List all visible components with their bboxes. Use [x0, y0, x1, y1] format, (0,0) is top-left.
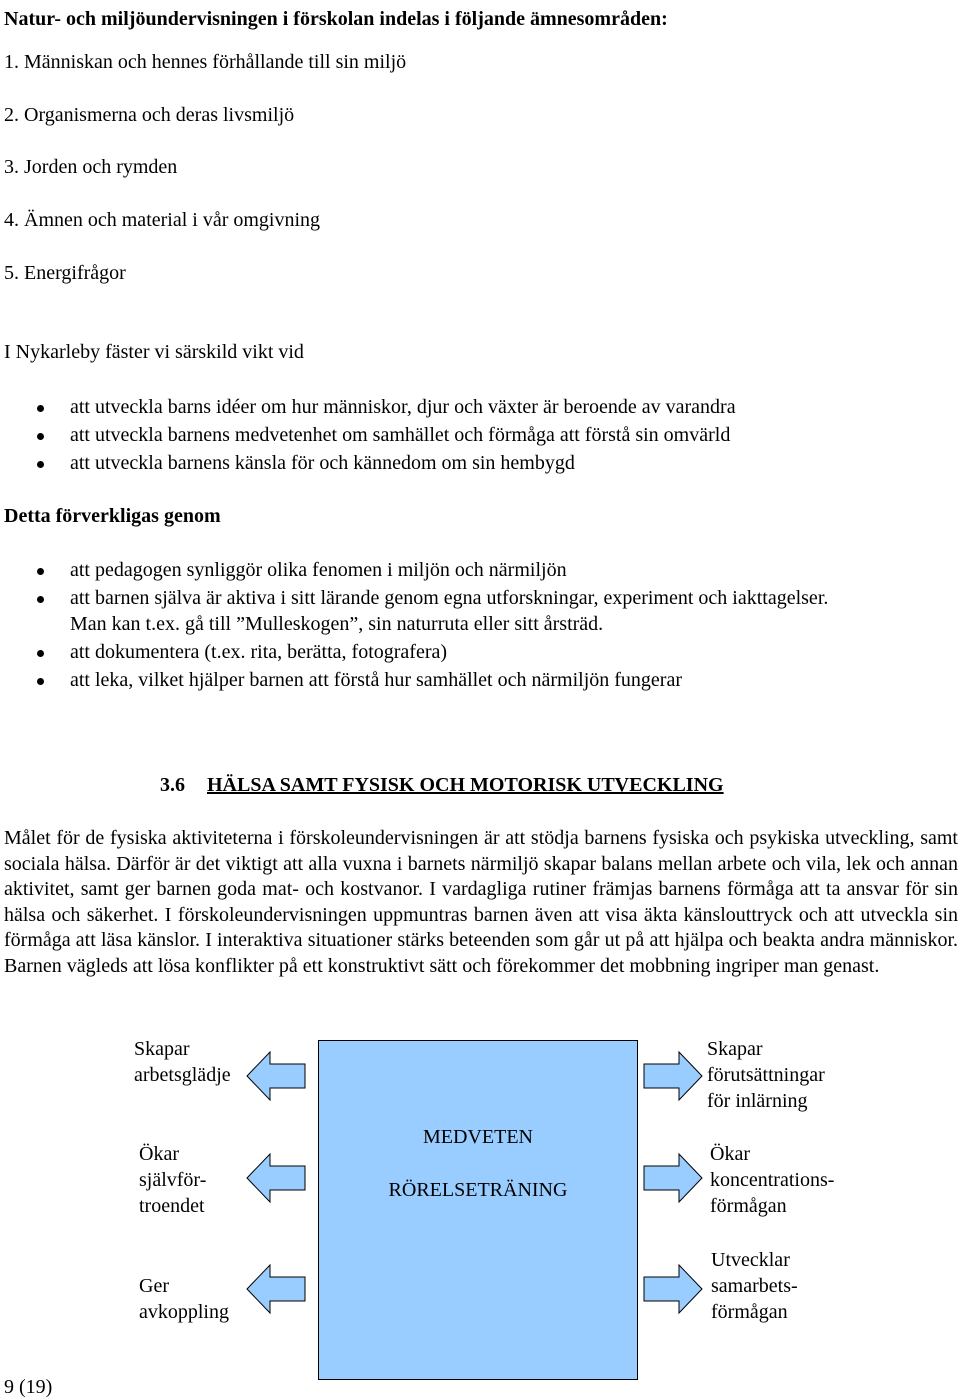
left-arrow-icon	[246, 1051, 306, 1101]
focus-item-3: att utveckla barnens känsla för och kännedom om sin hembygd	[70, 452, 575, 474]
bullet-icon	[37, 461, 44, 468]
bullet-icon	[37, 650, 44, 657]
focus-item-1: att utveckla barns idéer om hur människor, djur och växter är beroende av varandra	[70, 396, 736, 418]
left-label-3-line2: avkoppling	[139, 1301, 229, 1323]
right-label-3-line2: samarbets-	[711, 1275, 798, 1297]
center-box-line2: RÖRELSETRÄNING	[388, 1179, 568, 1201]
center-box	[318, 1040, 638, 1380]
area-item-2: 2. Organismerna och deras livsmiljö	[4, 104, 295, 126]
bullet-icon	[37, 405, 44, 412]
page-number: 9 (19)	[4, 1376, 53, 1398]
center-box-line1: MEDVETEN	[423, 1126, 533, 1148]
right-label-1-line1: Skapar	[707, 1038, 763, 1060]
right-label-1-line2: förutsättningar	[707, 1064, 825, 1086]
bullet-icon	[37, 596, 44, 603]
right-label-3-line1: Utvecklar	[711, 1249, 790, 1271]
areas-heading: Natur- och miljöundervisningen i förskolan indelas i följande ämnesområden:	[4, 8, 668, 30]
left-label-3-line1: Ger	[139, 1275, 169, 1297]
area-item-5: 5. Energifrågor	[4, 262, 126, 284]
right-label-1	[707, 1036, 825, 1114]
bullet-icon	[37, 568, 44, 575]
left-label-1-line1: Skapar	[134, 1038, 190, 1060]
right-arrow-icon	[643, 1264, 703, 1314]
section-paragraph: Målet för de fysiska aktiviteterna i förskoleundervisningen är att stödja barnens fysiska och psykiska utveckling, samt sociala hälsa. Därför är det viktigt att alla vuxna i barnets närmiljö skapar balans mellan arbete och vila, lek och annan aktivitet, samt ger barnen goda mat- och kostvanor. I vardagliga rutiner främjas barnens förmåga att ta ansvar för sin hälsa och säkerhet. I förskoleundervisningen uppmuntras barnen även att visa äkta känslouttryck och att utveckla sin förmåga att läsa känslor. I interaktiva situationer stärks beteenden som går ut på att hjälpa och beakta andra människor. Barnen vägleds att lösa konflikter på ett konstruktivt sätt och förekommer det mobbning ingriper man genast.	[4, 827, 958, 977]
realized-heading: Detta förverkligas genom	[4, 505, 221, 527]
section-title: HÄLSA SAMT FYSISK OCH MOTORISK UTVECKLING	[207, 774, 724, 796]
right-arrow-icon	[643, 1153, 703, 1203]
left-label-1-line2: arbetsglädje	[134, 1064, 231, 1086]
right-label-1-line3: för inlärning	[707, 1090, 808, 1112]
bullet-icon	[37, 678, 44, 685]
realized-item-4: att leka, vilket hjälper barnen att förstå hur samhället och närmiljön fungerar	[70, 669, 682, 691]
focus-item-2: att utveckla barnens medvetenhet om samhället och förmåga att förstå sin omvärld	[70, 424, 731, 446]
realized-item-3: att dokumentera (t.ex. rita, berätta, fotografera)	[70, 641, 448, 663]
area-item-1: 1. Människan och hennes förhållande till sin miljö	[4, 51, 407, 73]
right-label-2-line2: koncentrations-	[710, 1169, 835, 1191]
area-item-4: 4. Ämnen och material i vår omgivning	[4, 209, 321, 231]
right-label-3-line3: förmågan	[711, 1301, 788, 1323]
section-number: 3.6	[160, 774, 185, 796]
bullet-icon	[37, 433, 44, 440]
right-label-3	[711, 1247, 798, 1325]
realized-item-1: att pedagogen synliggör olika fenomen i miljön och närmiljön	[70, 559, 567, 581]
realized-item-2: att barnen själva är aktiva i sitt lärande genom egna utforskningar, experiment och iakttagelser.	[70, 587, 829, 609]
left-label-2-line3: troendet	[139, 1195, 205, 1217]
left-arrow-icon	[246, 1264, 306, 1314]
area-item-3: 3. Jorden och rymden	[4, 156, 178, 178]
left-label-2-line2: självför-	[139, 1169, 207, 1191]
right-arrow-icon	[643, 1051, 703, 1101]
left-label-1	[134, 1036, 231, 1088]
left-label-2-line1: Ökar	[139, 1143, 179, 1165]
right-label-2	[710, 1141, 834, 1219]
right-label-2-line1: Ökar	[710, 1143, 750, 1165]
left-label-2	[139, 1141, 206, 1219]
left-arrow-icon	[246, 1153, 306, 1203]
focus-heading: I Nykarleby fäster vi särskild vikt vid	[4, 341, 304, 363]
left-label-3	[139, 1273, 229, 1325]
right-label-2-line3: förmågan	[710, 1195, 787, 1217]
realized-item-2-continued: Man kan t.ex. gå till ”Mulleskogen”, sin naturruta eller sitt årsträd.	[70, 613, 604, 635]
